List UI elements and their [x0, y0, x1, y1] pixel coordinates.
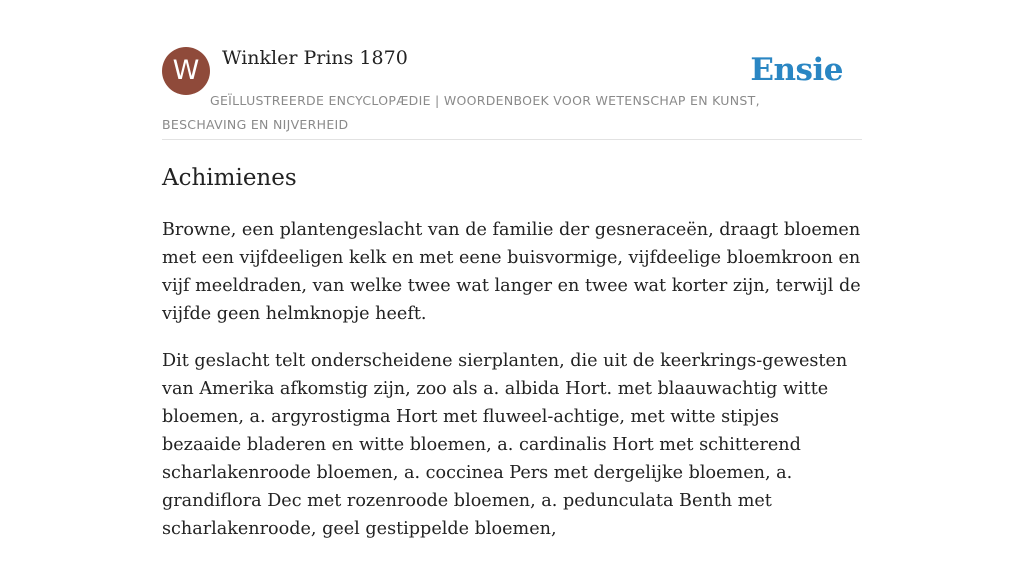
entry-body — [162, 216, 862, 562]
source-header — [162, 46, 862, 140]
source-title-link[interactable]: Winkler Prins 1870 — [222, 47, 408, 69]
source-avatar[interactable]: W — [162, 47, 210, 95]
source-subtitle: GEÏLLUSTREERDE ENCYCLOPÆDIE | WOORDENBOEK VOOR WETENSCHAP EN KUNST, BESCHAVING EN NIJVERHEID — [162, 93, 760, 132]
entry-title: Achimienes — [162, 165, 297, 191]
entry-paragraph: Dit geslacht telt onderscheidene sierplanten, die uit de keerkrings-gewesten van Amerika afkomstig zijn, zoo als a. albida Hort. met blaauwachtig witte bloemen, a. argyrostigma Hort met fluweel-achtige, met witte stipjes bezaaide bladeren en witte bloemen, a. cardinalis Hort met schitterend scharlakenroode bloemen, a. coccinea Pers met dergelijke bloemen, a. grandiflora Dec met rozenroode bloemen, a. pedunculata Benth met scharlakenroode, geel gestippelde bloemen, — [162, 351, 848, 539]
ensie-logo[interactable]: Ensie — [750, 52, 843, 88]
entry-paragraph: Browne, een plantengeslacht van de familie der gesneraceën, draagt bloemen met een vijfdeeligen kelk en met eene buisvormige, vijfdeelige bloemkroon en vijf meeldraden, van welke twee wat langer en twee wat korter zijn, terwijl de vijfde geen helmknopje heeft. — [162, 220, 861, 324]
